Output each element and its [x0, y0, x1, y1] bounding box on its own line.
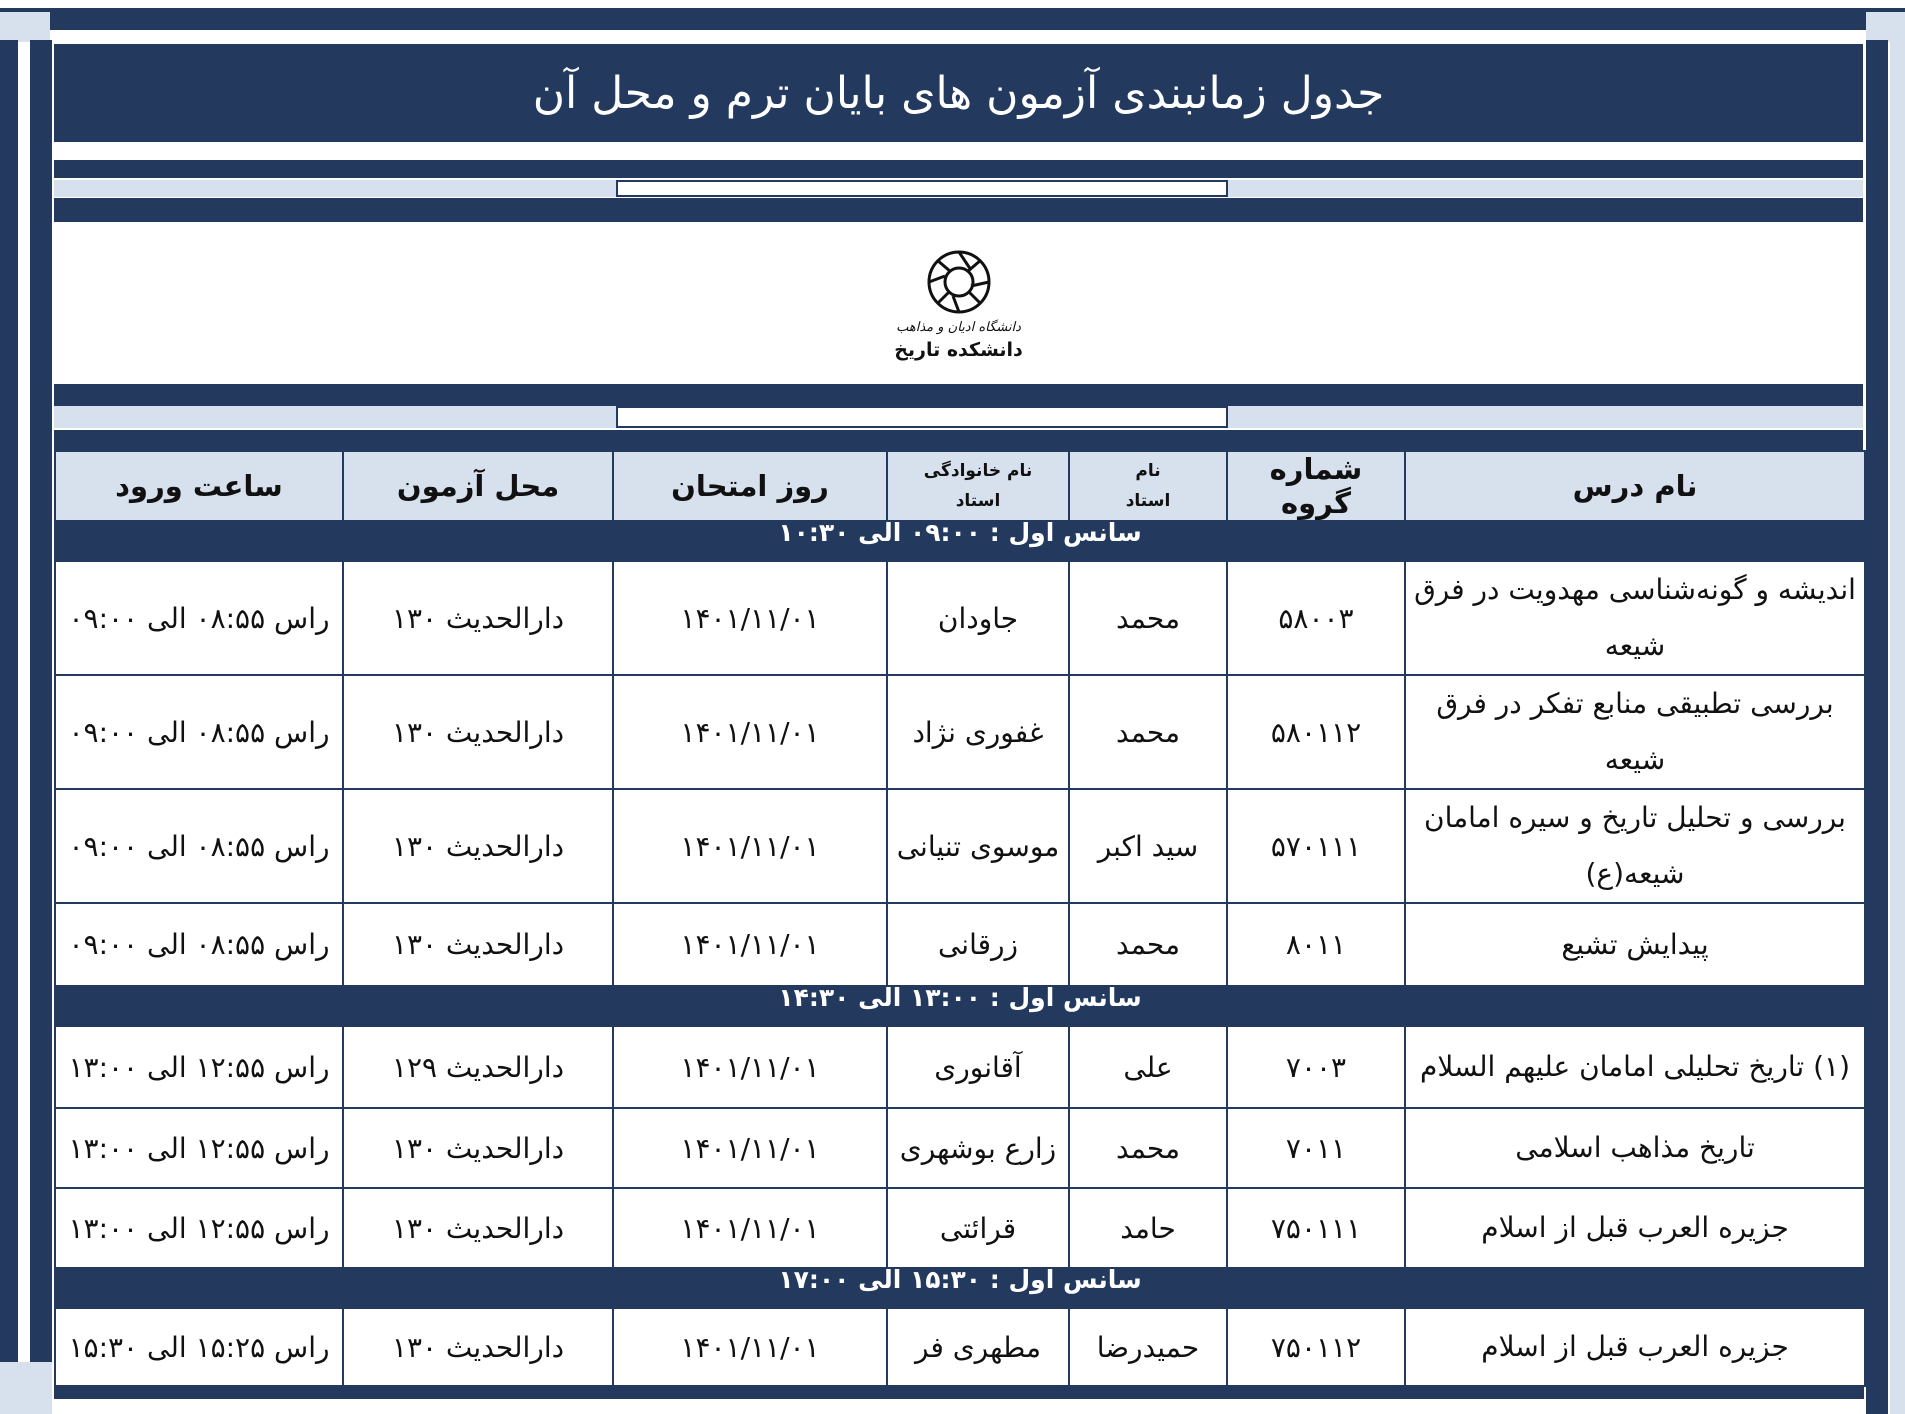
- table-row: [55, 1188, 1865, 1268]
- cell-last-name: جاودان: [887, 561, 1069, 675]
- strip-light-right-2: [1228, 406, 1863, 428]
- cell-last-name: زرقانی: [887, 903, 1069, 986]
- strip-light-left: [54, 180, 616, 197]
- document-title-text: جدول زمانبندی آزمون های بایان ترم و محل آن: [532, 67, 1385, 119]
- table-row: [55, 1026, 1865, 1108]
- header-last-name: [887, 451, 1069, 521]
- cell-first-name: محمد: [1069, 903, 1227, 986]
- cell-location: دارالحدیث ۱۲۹: [343, 1026, 613, 1108]
- strip-navy-3: [54, 384, 1863, 406]
- cell-location: دارالحدیث ۱۳۰: [343, 1188, 613, 1268]
- cell-location: دارالحدیث ۱۳۰: [343, 1108, 613, 1188]
- cell-course: جزیره العرب قبل از اسلام: [1405, 1308, 1865, 1386]
- cell-entry-time: راس ۱۲:۵۵ الی ۱۳:۰۰: [55, 1188, 343, 1268]
- document-title: [54, 44, 1863, 142]
- logo-block: [54, 220, 1863, 386]
- cell-group: ۵۸۰۱۱۲: [1227, 675, 1405, 789]
- cell-exam-day: ۱۴۰۱/۱۱/۰۱: [613, 1026, 887, 1108]
- header-entry-time: ساعت ورود: [55, 451, 343, 521]
- session-label: سانس اول : ۰۹:۰۰ الی ۱۰:۳۰: [55, 521, 1865, 561]
- cell-course: اندیشه و گونه‌شناسی مهدویت در فرق شیعه: [1405, 561, 1865, 675]
- exam-schedule-table: [54, 450, 1866, 1387]
- table-row: [55, 789, 1865, 903]
- header-location: محل آزمون: [343, 451, 613, 521]
- cell-last-name: قرائتی: [887, 1188, 1069, 1268]
- cell-first-name: محمد: [1069, 675, 1227, 789]
- header-exam-day: روز امتحان: [613, 451, 887, 521]
- table-row: [55, 903, 1865, 986]
- cell-group: ۷۵۰۱۱۱: [1227, 1188, 1405, 1268]
- cell-exam-day: ۱۴۰۱/۱۱/۰۱: [613, 903, 887, 986]
- cell-course: جزیره العرب قبل از اسلام: [1405, 1188, 1865, 1268]
- strip-light-right: [1228, 180, 1863, 197]
- table-header-row: [55, 451, 1865, 521]
- cell-exam-day: ۱۴۰۱/۱۱/۰۱: [613, 675, 887, 789]
- cell-entry-time: راس ۰۸:۵۵ الی ۰۹:۰۰: [55, 903, 343, 986]
- cell-first-name: محمد: [1069, 561, 1227, 675]
- cell-location: دارالحدیث ۱۳۰: [343, 675, 613, 789]
- cell-group: ۵۷۰۱۱۱: [1227, 789, 1405, 903]
- cell-course: بررسی تطبیقی منابع تفکر در فرق شیعه: [1405, 675, 1865, 789]
- session-row: [55, 521, 1865, 561]
- cell-last-name: زارع بوشهری: [887, 1108, 1069, 1188]
- header-last-name-top: نام خانوادگی: [923, 461, 1033, 481]
- session-label: سانس اول : ۱۳:۰۰ الی ۱۴:۳۰: [55, 986, 1865, 1026]
- cell-first-name: علی: [1069, 1026, 1227, 1108]
- cell-entry-time: راس ۱۵:۲۵ الی ۱۵:۳۰: [55, 1308, 343, 1386]
- cell-last-name: مطهری فر: [887, 1308, 1069, 1386]
- table-row: [55, 1108, 1865, 1188]
- strip-navy-1: [54, 160, 1863, 178]
- frame-right: [1866, 40, 1888, 1414]
- cell-entry-time: راس ۱۲:۵۵ الی ۱۳:۰۰: [55, 1026, 343, 1108]
- strip-row-2: [54, 406, 1863, 428]
- cell-entry-time: راس ۰۸:۵۵ الی ۰۹:۰۰: [55, 561, 343, 675]
- cell-group: ۸۰۱۱: [1227, 903, 1405, 986]
- cell-first-name: سید اکبر: [1069, 789, 1227, 903]
- cell-entry-time: راس ۰۸:۵۵ الی ۰۹:۰۰: [55, 789, 343, 903]
- frame-right-light: [1890, 40, 1905, 1414]
- cell-first-name: محمد: [1069, 1108, 1227, 1188]
- cell-course: پیدایش تشیع: [1405, 903, 1865, 986]
- cell-exam-day: ۱۴۰۱/۱۱/۰۱: [613, 1108, 887, 1188]
- strip-navy-4: [54, 430, 1863, 450]
- cell-location: دارالحدیث ۱۳۰: [343, 561, 613, 675]
- strip-light-left-2: [54, 406, 616, 428]
- university-emblem-icon: [919, 246, 999, 318]
- header-first-name-bottom: استاد: [1125, 491, 1171, 511]
- cell-exam-day: ۱۴۰۱/۱۱/۰۱: [613, 1308, 887, 1386]
- strip-white-mid: [616, 180, 1228, 197]
- frame-top: [0, 8, 1905, 30]
- strip-white-mid-2: [616, 406, 1228, 428]
- cell-group: ۷۰۰۳: [1227, 1026, 1405, 1108]
- cell-entry-time: راس ۰۸:۵۵ الی ۰۹:۰۰: [55, 675, 343, 789]
- cell-exam-day: ۱۴۰۱/۱۱/۰۱: [613, 789, 887, 903]
- cell-last-name: آقانوری: [887, 1026, 1069, 1108]
- frame-top-light: [0, 12, 50, 42]
- frame-left-inner: [30, 40, 52, 1414]
- header-group: شماره گروه: [1227, 451, 1405, 521]
- cell-course: بررسی و تحلیل تاریخ و سیره امامان شیعه(ع): [1405, 789, 1865, 903]
- header-first-name-top: نام: [1135, 461, 1161, 481]
- table-row: [55, 1308, 1865, 1386]
- table-row: [55, 561, 1865, 675]
- cell-location: دارالحدیث ۱۳۰: [343, 789, 613, 903]
- session-row: [55, 986, 1865, 1026]
- strip-row-1: [54, 180, 1863, 197]
- cell-exam-day: ۱۴۰۱/۱۱/۰۱: [613, 1188, 887, 1268]
- header-course: نام درس: [1405, 451, 1865, 521]
- cell-entry-time: راس ۱۲:۵۵ الی ۱۳:۰۰: [55, 1108, 343, 1188]
- frame-bottom: [54, 1385, 1864, 1399]
- header-last-name-bottom: استاد: [955, 491, 1001, 511]
- faculty-name: دانشکده تاریخ: [894, 338, 1023, 361]
- strip-navy-2: [54, 198, 1863, 220]
- frame-top-light-right: [1866, 12, 1905, 42]
- cell-group: ۷۵۰۱۱۲: [1227, 1308, 1405, 1386]
- table-row: [55, 675, 1865, 789]
- cell-course: تاریخ مذاهب اسلامی: [1405, 1108, 1865, 1188]
- header-first-name: [1069, 451, 1227, 521]
- session-row: [55, 1268, 1865, 1308]
- cell-location: دارالحدیث ۱۳۰: [343, 903, 613, 986]
- frame-bottom-left-light: [0, 1362, 52, 1414]
- cell-location: دارالحدیث ۱۳۰: [343, 1308, 613, 1386]
- cell-last-name: غفوری نژاد: [887, 675, 1069, 789]
- cell-course: (۱) تاریخ تحلیلی امامان علیهم السلام: [1405, 1026, 1865, 1108]
- cell-first-name: حمیدرضا: [1069, 1308, 1227, 1386]
- cell-group: ۷۰۱۱: [1227, 1108, 1405, 1188]
- cell-group: ۵۸۰۰۳: [1227, 561, 1405, 675]
- cell-last-name: موسوی تنیانی: [887, 789, 1069, 903]
- cell-first-name: حامد: [1069, 1188, 1227, 1268]
- frame-left: [0, 40, 18, 1414]
- cell-exam-day: ۱۴۰۱/۱۱/۰۱: [613, 561, 887, 675]
- logo-subtitle: دانشگاه ادیان و مذاهب: [896, 319, 1021, 335]
- session-label: سانس اول : ۱۵:۳۰ الی ۱۷:۰۰: [55, 1268, 1865, 1308]
